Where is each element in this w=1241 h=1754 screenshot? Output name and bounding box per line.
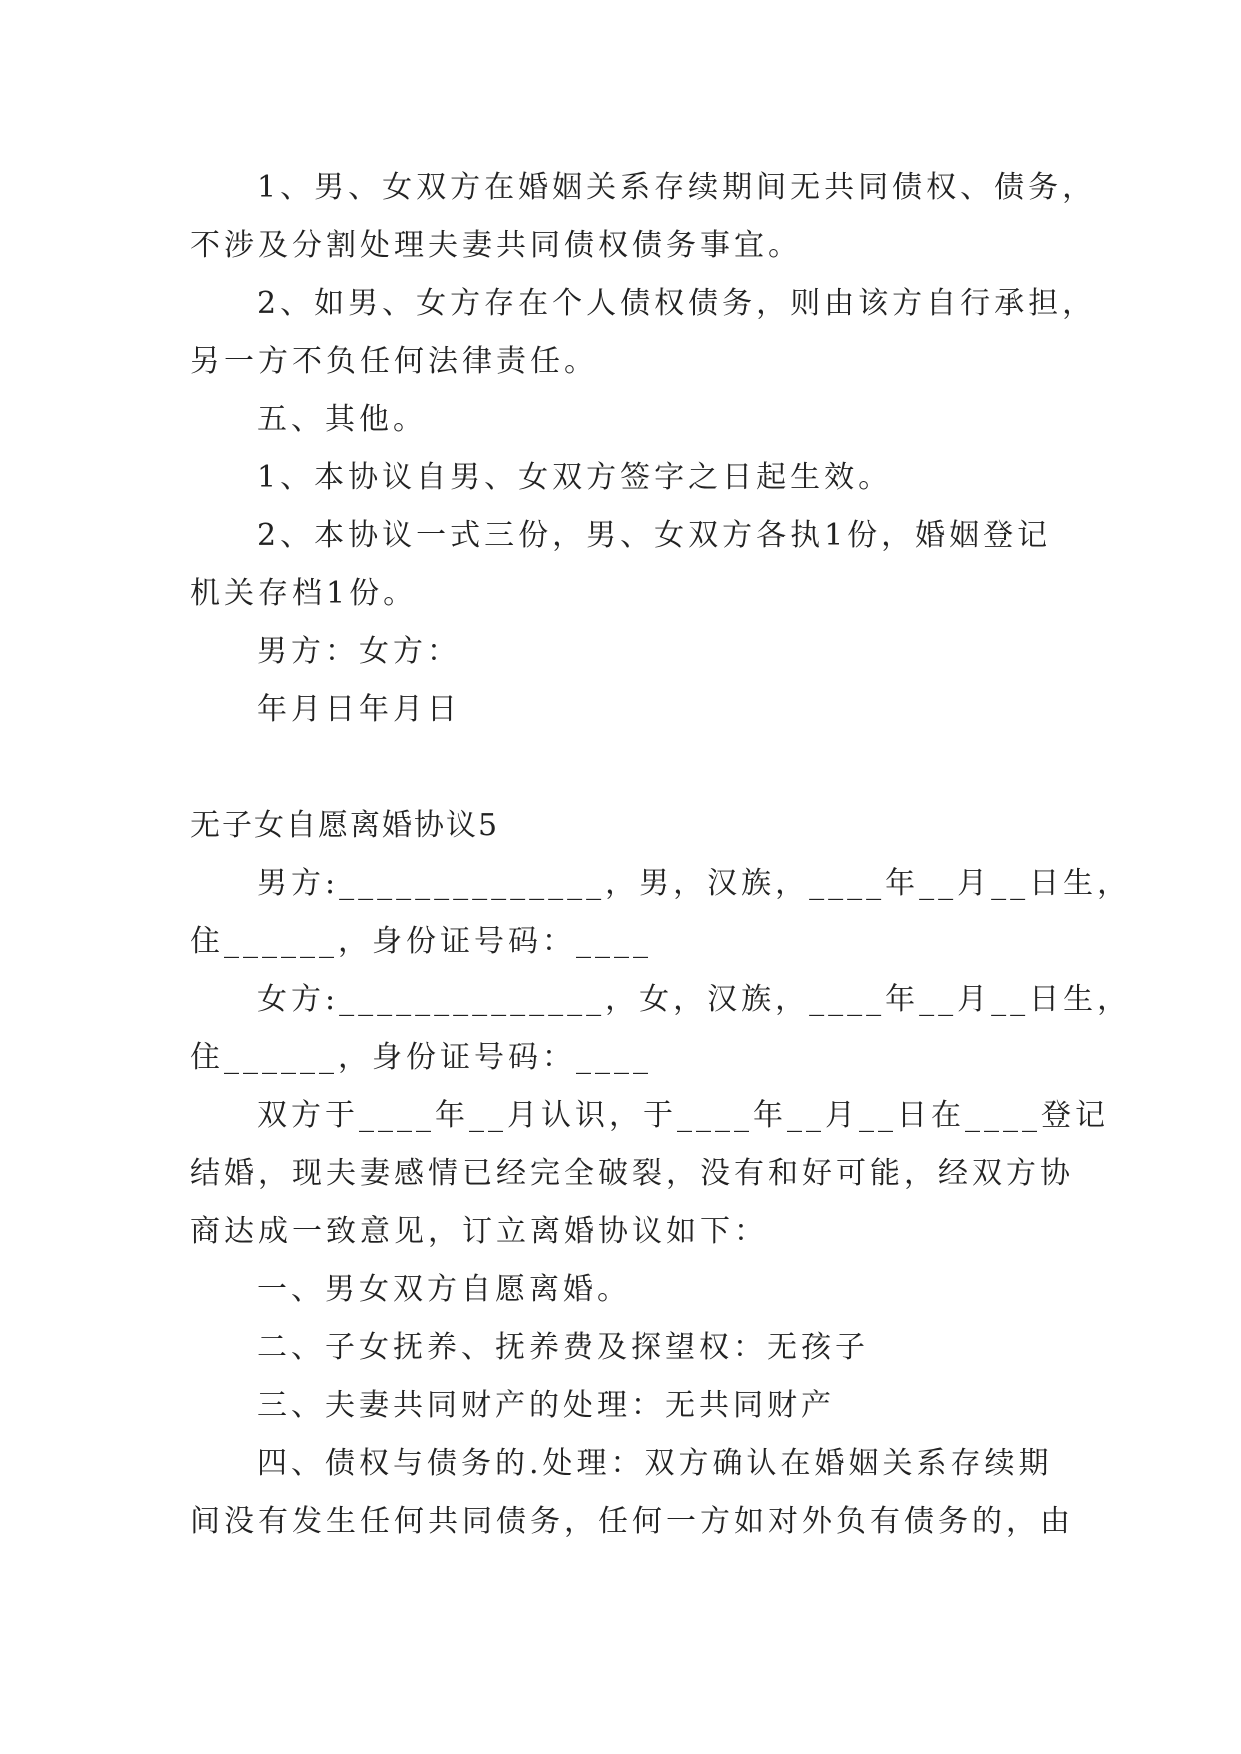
paragraph-line: 1、本协议自男、女双方签字之日起生效。 (257, 460, 893, 495)
signature-line: 男方：女方： (257, 634, 461, 669)
party-info-line: 住______，身份证号码：____ (190, 924, 652, 959)
paragraph-line: 二、子女抚养、抚养费及探望权：无孩子 (257, 1330, 869, 1365)
party-info-line: 女方:______________，女，汉族，____年__月__日生， (257, 982, 1132, 1017)
party-info-line: 住______，身份证号码：____ (190, 1040, 652, 1075)
paragraph-line: 机关存档1份。 (190, 576, 418, 611)
paragraph-line: 商达成一致意见，订立离婚协议如下： (190, 1214, 768, 1249)
paragraph-line: 另一方不负任何法律责任。 (190, 344, 598, 379)
paragraph-line: 间没有发生任何共同债务，任何一方如对外负有债务的，由 (190, 1504, 1074, 1539)
paragraph-line: 一、男女双方自愿离婚。 (257, 1272, 631, 1307)
paragraph-line: 双方于____年__月认识，于____年__月__日在____登记 (257, 1098, 1109, 1133)
paragraph-line: 不涉及分割处理夫妻共同债权债务事宜。 (190, 228, 802, 263)
paragraph-line: 四、债权与债务的.处理：双方确认在婚姻关系存续期 (257, 1446, 1053, 1481)
section-heading: 五、其他。 (257, 402, 427, 437)
paragraph-line: 2、本协议一式三份，男、女双方各执1份，婚姻登记 (257, 518, 1052, 553)
paragraph-line: 三、夫妻共同财产的处理：无共同财产 (257, 1388, 835, 1423)
paragraph-line: 结婚，现夫妻感情已经完全破裂，没有和好可能，经双方协 (190, 1156, 1074, 1191)
date-line: 年月日年月日 (257, 692, 461, 727)
party-info-line: 男方:______________，男，汉族，____年__月__日生， (257, 866, 1132, 901)
document-title: 无子女自愿离婚协议5 (190, 808, 500, 843)
paragraph-line: 1、男、女双方在婚姻关系存续期间无共同债权、债务， (257, 170, 1097, 205)
paragraph-line: 2、如男、女方存在个人债权债务，则由该方自行承担， (257, 286, 1097, 321)
